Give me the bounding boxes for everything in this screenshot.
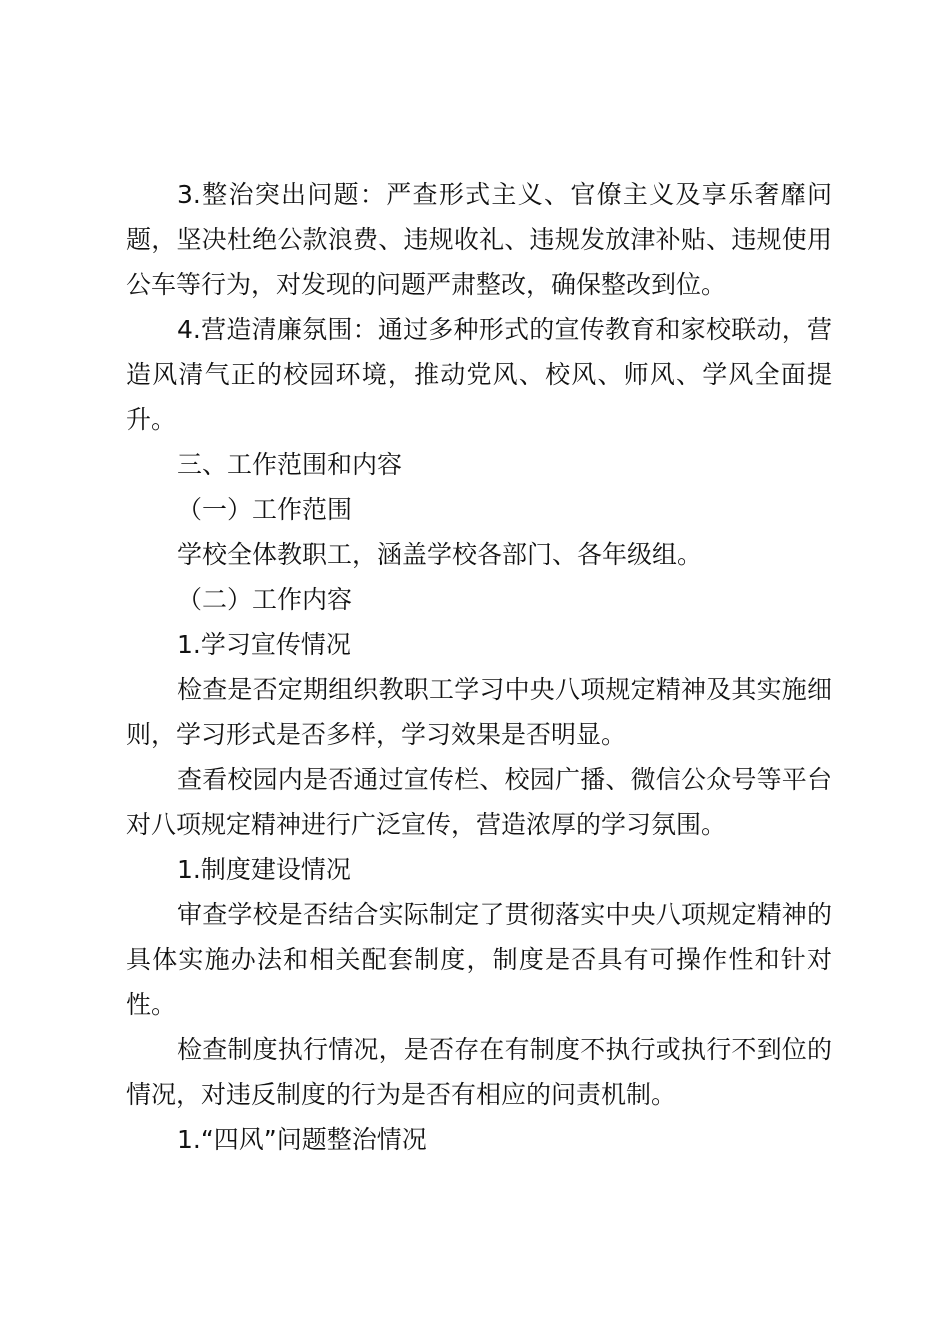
document-body: [126, 172, 832, 1162]
paragraph-check-study: 检查是否定期组织教职工学习中央八项规定精神及其实施细则，学习形式是否多样，学习效果是否明显。: [126, 675, 832, 749]
paragraph-clean-atmosphere: 4.营造清廉氛围：通过多种形式的宣传教育和家校联动，营造风清气正的校园环境，推动党风、校风、师风、学风全面提升。: [126, 315, 832, 434]
item-heading-system-building: 1.制度建设情况: [177, 855, 351, 884]
section-heading-scope-content: 三、工作范围和内容: [177, 450, 403, 479]
item-heading-four-styles: 1.“四风”问题整治情况: [177, 1125, 427, 1154]
paragraph-check-promotion: 查看校园内是否通过宣传栏、校园广播、微信公众号等平台对八项规定精神进行广泛宣传，营造浓厚的学习氛围。: [126, 765, 832, 839]
paragraph-scope: 学校全体教职工，涵盖学校各部门、各年级组。: [177, 540, 703, 569]
subsection-heading-content: （二）工作内容: [177, 585, 353, 614]
paragraph-check-execution: 检查制度执行情况，是否存在有制度不执行或执行不到位的情况，对违反制度的行为是否有相应的问责机制。: [126, 1035, 832, 1109]
paragraph-rectify-problems: 3.整治突出问题：严查形式主义、官僚主义及享乐奢靡问题，坚决杜绝公款浪费、违规收礼、违规发放津补贴、违规使用公车等行为，对发现的问题严肃整改，确保整改到位。: [126, 180, 832, 299]
item-heading-study-promotion: 1.学习宣传情况: [177, 630, 351, 659]
subsection-heading-scope: （一）工作范围: [177, 495, 353, 524]
paragraph-review-system: 审查学校是否结合实际制定了贯彻落实中央八项规定精神的具体实施办法和相关配套制度，制度是否具有可操作性和针对性。: [126, 900, 832, 1019]
